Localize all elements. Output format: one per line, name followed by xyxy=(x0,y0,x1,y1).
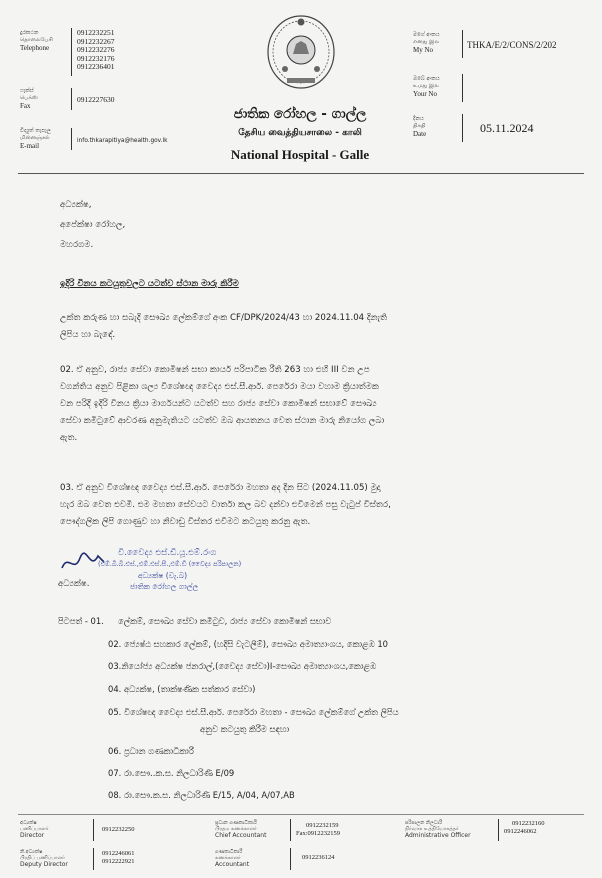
footer-accountant-number: 0912236124 xyxy=(302,854,335,861)
footer-director-number: 0912232250 xyxy=(102,826,135,833)
footer-chief-accountant-numbers: 0912232159 Fax:0912232159 xyxy=(296,822,341,837)
your-no-labels: ඔබේ අංකය உமது இல Your No xyxy=(413,76,440,98)
title-tamil: தேசிய வைத்தியசாலை - காலி xyxy=(238,128,362,138)
footer-chief-accountant-labels: ප්‍රධාන ගණකාධිකාරී பிரதம கணக்காளர் Chief Accountant xyxy=(215,820,267,839)
title-english: National Hospital - Galle xyxy=(230,147,370,162)
fax-brace xyxy=(71,88,72,110)
telephone-labels: දුරකථන தொலைபேசி Telephone xyxy=(20,30,53,52)
copy-item-1: ලේකම්, සෞඛ්‍ය සේවා කමිටුව, රාජ්‍ය සේවා කොමිෂන් සභාව xyxy=(118,616,332,626)
copy-item-7: 07. රා.සෞ..ක.ස. නිලධාරිණී E/09 xyxy=(108,768,235,778)
email-labels: විද්‍යුත් තැපෑල மின்னஞ்சல் E-mail xyxy=(20,128,51,150)
title-sinhala: ජාතික රෝහල - ගාල්ල xyxy=(233,106,367,122)
copy-item-3: 03.නියෝජ්‍ය අධ්‍යක්ෂ ජනරාල්,(වෛද්‍ය සේවා)I-සෞඛ්‍ය අමාත්‍යාංශය,කොළඹ xyxy=(108,661,377,671)
copy-item-2: 02. ජ්‍යෙෂ්ඨ සහකාර ලේකම්, (හදිසි වැටලීම්), සෞඛ්‍ය අමාත්‍යාංශය, කොළඹ 10 xyxy=(108,639,388,649)
copy-item-5-cont: අනුව කටයුතු කිරීම සඳහා xyxy=(200,724,290,734)
national-emblem-icon xyxy=(265,14,337,92)
fax-number: 0912227630 xyxy=(77,95,115,104)
footer-deputy-labels: නි.අධ්‍යක්ෂ பிரதிப் பணிப்பாளர் Deputy Director xyxy=(20,849,68,868)
footer-director-brace xyxy=(93,819,94,841)
footer-chief-accountant-brace xyxy=(290,819,291,841)
my-no-value: THKA/E/2/CONS/2/202 xyxy=(467,40,557,50)
subject-line: ඉදිරි විනය කටයුතුවලට යටත්ව ස්ථාන මාරු කිරීම xyxy=(60,279,239,289)
signatory-title: අධ්‍යක්ෂ. xyxy=(58,579,90,589)
recipient-address: අධ්‍යක්ෂ, අපේක්ෂා රෝහල, මහරගම. xyxy=(60,200,126,250)
footer-admin-brace xyxy=(498,819,499,841)
copy-item-4: 04. අධ්‍යක්ෂ, (තාක්ෂණික සත්කාර සේවා) xyxy=(108,684,256,694)
footer-accountant-labels: ගණකාධිකාරී கணக்காளர் Accountant xyxy=(215,849,250,868)
copy-item-5: 05. විශේෂඥ වෛද්‍ය එස්.සී.ආර්. පෙරේරා මහතා - සෞඛ්‍ය ලේකම්ගේ උක්ත ලිපිය xyxy=(108,707,399,717)
footer-divider xyxy=(18,814,584,815)
my-no-brace xyxy=(462,30,463,58)
copies-label: පිටපත් - 01. xyxy=(58,616,104,626)
email-brace xyxy=(71,128,72,150)
official-stamp: වි.වෛද්‍ය එස්.ඩී.යූ.එම්.රංග (එම්.බී.බී.එස්.,එම්.එස්.සී.,එම්.ඩී (වෛද්‍ය පරිපාලන) අධ්‍යක්ෂ (වැ.බ) ජාතික රෝහල ගාල්ල xyxy=(98,548,242,591)
footer-deputy-numbers: 0912246061 0912222921 xyxy=(102,850,135,865)
paragraph-2: 02. ඒ අනුව, රාජ්‍ය සේවා කොමිෂන් සභා කාර්ය පරිපාටික රීති 263 හා එහි III වන උප වගන්තිය අනුව පිළිකා ශල්‍ය විශේෂඥ වෛද්‍ය එස්.සී.ආර්. පෙරේරා මයා වහාම ක්‍රියාත්මක වන පරිදි ඉදිරි විනය ක්‍රියා මාර්ගයන්ට යටත්ව සහ රාජ්‍ය සේවා කොමිෂන් සභාවේ සෞඛ්‍ය සේවා කමිටුවේ ආවරණ අනුමැතියට යටත්ව ඔබ ආයතනය වෙත ස්ථාන මාරු නියෝග ලබා ඇත. xyxy=(60,365,385,443)
telephone-brace xyxy=(71,28,72,76)
telephone-numbers: 0912232251 0912232267 0912232276 0912232176 0912236401 xyxy=(77,28,115,71)
my-no-labels: මගේ අංකය எனது இல My No xyxy=(413,32,440,54)
footer-admin-labels: පරිපාලන නිලධාරී நிர்வாக உத்தியோகத்தர் Administrative Officer xyxy=(405,820,471,839)
paragraph-1: උක්ත කරුණ හා සබැදි සෞඛ්‍ය ලේකම්ගේ අංක CF/DPK/2024/43 හා 2024.11.04 දිනැති ලිපිය හා බැඳේ. xyxy=(60,313,388,340)
footer-accountant-brace xyxy=(290,848,291,870)
date-value: 05.11.2024 xyxy=(480,121,534,135)
copy-item-8: 08. රා.සෞ.ක.ස. නිලධාරිණී E/15, A/04, A/07,AB xyxy=(108,790,295,800)
paragraph-3: 03. ඒ අනුව විශේෂඥ වෛද්‍ය එස්.සී.ආර්. පෙරේරා මහතා අද දින සිට (2024.11.05) මුදා හැර ඔබ වෙත එවමි. එම මහතා සේවයට වාර්තා කල බව දන්වා එවීමෙන් පසු වැටුප් විස්තර, පෞද්ගලික ලිපි ගොණුව හා නිවාඩු විස්තර එවීමට කටයුතු කරනු ඇත. xyxy=(60,483,391,527)
footer-director-labels: අධ්‍යක්ෂ பணிப்பாளர் Director xyxy=(20,820,49,839)
footer-admin-numbers: 0912232160 0912246062 xyxy=(504,820,545,835)
header-divider xyxy=(18,173,584,174)
fax-labels: ෆැක්ස් பெக்ஸ் Fax xyxy=(20,88,38,110)
date-brace xyxy=(462,114,463,142)
copy-item-6: 06. ප්‍රධාන ගණකාධිකාරී xyxy=(108,746,194,756)
email-address: info.thkarapitiya@health.gov.lk xyxy=(77,138,168,144)
footer-deputy-brace xyxy=(93,848,94,870)
your-no-brace xyxy=(462,74,463,102)
date-labels: දිනය திகதி Date xyxy=(413,116,427,138)
